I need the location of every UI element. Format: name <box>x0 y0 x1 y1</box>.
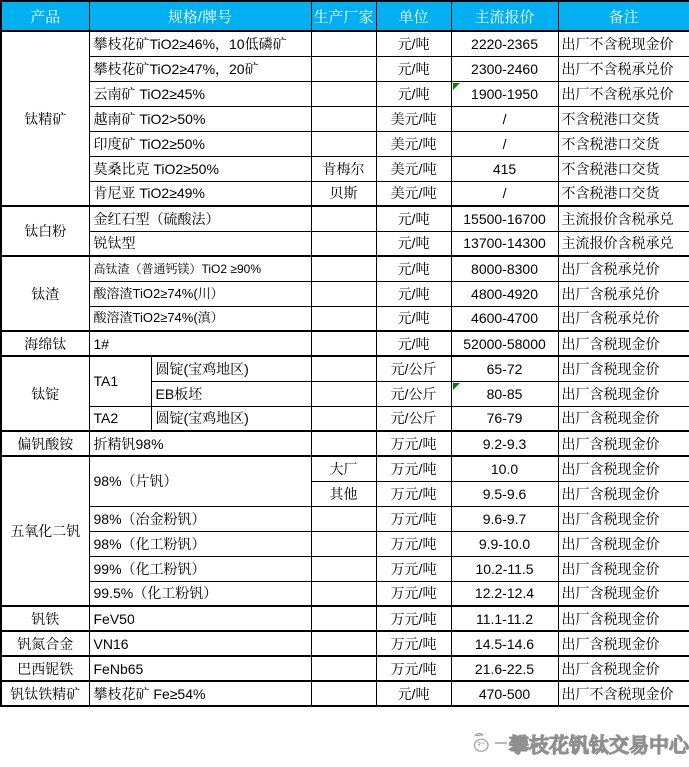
unit-cell: 万元/吨 <box>376 606 451 631</box>
note-cell: 出厂含税承兑价 <box>558 306 689 331</box>
spec-cell: 印度矿 TiO2≥50% <box>89 131 311 156</box>
price-cell: 52000-58000 <box>451 331 558 356</box>
unit-cell: 元/吨 <box>376 56 451 81</box>
unit-cell: 美元/吨 <box>376 156 451 181</box>
table-row <box>1 106 689 131</box>
table-row <box>1 606 689 631</box>
spec-cell: EB板坯 <box>151 381 311 406</box>
header-row <box>1 1 689 31</box>
unit-cell: 美元/吨 <box>376 106 451 131</box>
product-cell: 巴西铌铁 <box>1 656 89 681</box>
table-row <box>1 331 689 356</box>
table-row <box>1 531 689 556</box>
unit-cell: 万元/吨 <box>376 556 451 581</box>
manufacturer-cell <box>311 656 376 681</box>
manufacturer-cell <box>311 306 376 331</box>
spec-cell: 攀枝花矿 Fe≥54% <box>89 681 311 706</box>
note-cell: 出厂含税现金价 <box>558 656 689 681</box>
manufacturer-cell <box>311 606 376 631</box>
note-cell: 不含税港口交货 <box>558 131 689 156</box>
price-cell: 9.2-9.3 <box>451 431 558 456</box>
col-header-product: 产品 <box>1 1 89 31</box>
price-cell: / <box>451 106 558 131</box>
table-row <box>1 306 689 331</box>
col-header-spec: 规格/牌号 <box>89 1 311 31</box>
price-cell: 14.5-14.6 <box>451 631 558 656</box>
spec-cell: 98%（片钒） <box>89 456 311 506</box>
note-cell: 出厂不含税承兑价 <box>558 81 689 106</box>
manufacturer-cell <box>311 531 376 556</box>
unit-cell: 元/吨 <box>376 31 451 56</box>
price-cell: 10.2-11.5 <box>451 556 558 581</box>
price-cell: 21.6-22.5 <box>451 656 558 681</box>
table-row <box>1 81 689 106</box>
manufacturer-cell <box>311 431 376 456</box>
watermark-dash <box>495 742 507 744</box>
table-row <box>1 581 689 606</box>
unit-cell: 元/吨 <box>376 206 451 231</box>
unit-cell: 万元/吨 <box>376 656 451 681</box>
product-cell: 钒钛铁精矿 <box>1 681 89 706</box>
product-cell: 五氧化二钒 <box>1 456 89 606</box>
manufacturer-cell <box>311 206 376 231</box>
spec-cell: 酸溶渣TiO2≥74%(滇） <box>89 306 311 331</box>
manufacturer-cell: 贝斯 <box>311 181 376 206</box>
spec-cell: 攀枝花矿TiO2≥47%，20矿 <box>89 56 311 81</box>
spec-cell: 莫桑比克 TiO2≥50% <box>89 156 311 181</box>
price-cell: 9.6-9.7 <box>451 506 558 531</box>
note-cell: 出厂含税现金价 <box>558 581 689 606</box>
product-cell: 钒铁 <box>1 606 89 631</box>
spec-cell: 云南矿 TiO2≥45% <box>89 81 311 106</box>
table-row <box>1 556 689 581</box>
note-cell: 不含税港口交货 <box>558 181 689 206</box>
price-cell: 2300-2460 <box>451 56 558 81</box>
unit-cell: 元/吨 <box>376 681 451 706</box>
price-cell: 12.2-12.4 <box>451 581 558 606</box>
spec-cell: 折精钒98% <box>89 431 311 456</box>
price-cell: 15500-16700 <box>451 206 558 231</box>
unit-cell: 美元/吨 <box>376 131 451 156</box>
spec-cell: 圆锭(宝鸡地区) <box>151 406 311 431</box>
table-row <box>1 256 689 281</box>
manufacturer-cell <box>311 256 376 281</box>
table-row <box>1 56 689 81</box>
manufacturer-cell <box>311 231 376 256</box>
note-cell: 不含税港口交货 <box>558 106 689 131</box>
spec-cell: 锐钛型 <box>89 231 311 256</box>
table-row <box>1 656 689 681</box>
spec-cell: 金红石型（硫酸法） <box>89 206 311 231</box>
note-cell: 出厂含税现金价 <box>558 606 689 631</box>
table-row <box>1 181 689 206</box>
manufacturer-cell <box>311 581 376 606</box>
product-cell: 钛渣 <box>1 256 89 331</box>
unit-cell: 元/公斤 <box>376 381 451 406</box>
price-cell: 470-500 <box>451 681 558 706</box>
price-cell: 80-85 <box>451 381 558 406</box>
unit-cell: 万元/吨 <box>376 581 451 606</box>
price-cell: 4800-4920 <box>451 281 558 306</box>
unit-cell: 元/公斤 <box>376 406 451 431</box>
note-cell: 出厂不含税现金价 <box>558 31 689 56</box>
spec-cell: FeV50 <box>89 606 311 631</box>
table-row <box>1 356 689 381</box>
manufacturer-cell <box>311 131 376 156</box>
spec-cell: 1# <box>89 331 311 356</box>
note-cell: 出厂不含税承兑价 <box>558 56 689 81</box>
unit-cell: 万元/吨 <box>376 456 451 481</box>
manufacturer-cell <box>311 506 376 531</box>
price-cell: 65-72 <box>451 356 558 381</box>
note-cell: 出厂含税承兑价 <box>558 281 689 306</box>
unit-cell: 元/公斤 <box>376 356 451 381</box>
unit-cell: 元/吨 <box>376 281 451 306</box>
spec-cell: 越南矿 TiO2>50% <box>89 106 311 131</box>
spec-cell: 98%（化工粉钒） <box>89 531 311 556</box>
note-cell: 出厂含税承兑价 <box>558 256 689 281</box>
grade-cell: TA1 <box>89 356 151 406</box>
table-row <box>1 231 689 256</box>
manufacturer-cell <box>311 406 376 431</box>
note-cell: 出厂含税现金价 <box>558 481 689 506</box>
col-header-price: 主流报价 <box>451 1 558 31</box>
price-cell: / <box>451 181 558 206</box>
product-cell: 钛白粉 <box>1 206 89 256</box>
unit-cell: 万元/吨 <box>376 506 451 531</box>
price-cell: 415 <box>451 156 558 181</box>
product-cell: 海绵钛 <box>1 331 89 356</box>
spec-cell: 肯尼亚 TiO2≥49% <box>89 181 311 206</box>
grade-cell: TA2 <box>89 406 151 431</box>
price-cell: 10.0 <box>451 456 558 481</box>
table-row <box>1 131 689 156</box>
note-cell: 出厂含税现金价 <box>558 331 689 356</box>
watermark <box>470 722 689 764</box>
table-row <box>1 156 689 181</box>
note-cell: 主流报价含税承兑 <box>558 231 689 256</box>
watermark-text: 攀枝花钒钛交易中心 <box>509 734 689 757</box>
table-row <box>1 281 689 306</box>
price-cell: 2220-2365 <box>451 31 558 56</box>
table-row <box>1 456 689 481</box>
unit-cell: 万元/吨 <box>376 631 451 656</box>
unit-cell: 万元/吨 <box>376 481 451 506</box>
comment-marker-icon <box>453 83 460 90</box>
spec-cell: FeNb65 <box>89 656 311 681</box>
price-cell: 9.9-10.0 <box>451 531 558 556</box>
unit-cell: 元/吨 <box>376 331 451 356</box>
spec-cell: 99.5%（化工粉钒） <box>89 581 311 606</box>
manufacturer-cell: 肯梅尔 <box>311 156 376 181</box>
manufacturer-cell: 大厂 <box>311 456 376 481</box>
price-cell: 1900-1950 <box>451 81 558 106</box>
note-cell: 不含税港口交货 <box>558 156 689 181</box>
table-row <box>1 506 689 531</box>
table-row <box>1 206 689 231</box>
unit-cell: 元/吨 <box>376 306 451 331</box>
col-header-note: 备注 <box>558 1 689 31</box>
table-row <box>1 431 689 456</box>
unit-cell: 万元/吨 <box>376 431 451 456</box>
manufacturer-cell <box>311 56 376 81</box>
comment-marker-icon <box>453 383 460 390</box>
table-row <box>1 406 689 431</box>
spec-cell: 圆锭(宝鸡地区) <box>151 356 311 381</box>
manufacturer-cell <box>311 31 376 56</box>
spec-cell: VN16 <box>89 631 311 656</box>
note-cell: 出厂含税现金价 <box>558 406 689 431</box>
manufacturer-cell: 其他 <box>311 481 376 506</box>
manufacturer-cell <box>311 681 376 706</box>
note-cell: 出厂含税现金价 <box>558 556 689 581</box>
col-header-unit: 单位 <box>376 1 451 31</box>
note-cell: 出厂含税现金价 <box>558 431 689 456</box>
manufacturer-cell <box>311 556 376 581</box>
note-cell: 出厂含税现金价 <box>558 356 689 381</box>
table-row <box>1 681 689 706</box>
note-cell: 出厂含税现金价 <box>558 456 689 481</box>
spec-cell: 高钛渣（普通钙镁）TiO2 ≥90% <box>89 256 311 281</box>
unit-cell: 万元/吨 <box>376 531 451 556</box>
price-cell: 8000-8300 <box>451 256 558 281</box>
price-cell: 11.1-11.2 <box>451 606 558 631</box>
table-row <box>1 31 689 56</box>
spec-cell: 98%（冶金粉钒） <box>89 506 311 531</box>
product-cell: 钛精矿 <box>1 31 89 206</box>
manufacturer-cell <box>311 631 376 656</box>
exchange-logo-icon <box>470 727 494 759</box>
product-cell: 偏钒酸铵 <box>1 431 89 456</box>
note-cell: 出厂含税现金价 <box>558 631 689 656</box>
col-header-manufacturer: 生产厂家 <box>311 1 376 31</box>
unit-cell: 美元/吨 <box>376 181 451 206</box>
price-cell: 4600-4700 <box>451 306 558 331</box>
unit-cell: 元/吨 <box>376 256 451 281</box>
manufacturer-cell <box>311 281 376 306</box>
manufacturer-cell <box>311 106 376 131</box>
spec-cell: 99%（化工粉钒） <box>89 556 311 581</box>
manufacturer-cell <box>311 356 376 381</box>
note-cell: 主流报价含税承兑 <box>558 206 689 231</box>
note-cell: 出厂不含税现金价 <box>558 681 689 706</box>
manufacturer-cell <box>311 381 376 406</box>
spec-cell: 攀枝花矿TiO2≥46%，10低磷矿 <box>89 31 311 56</box>
price-cell: / <box>451 131 558 156</box>
unit-cell: 元/吨 <box>376 231 451 256</box>
unit-cell: 元/吨 <box>376 81 451 106</box>
product-cell: 钛锭 <box>1 356 89 431</box>
manufacturer-cell <box>311 81 376 106</box>
note-cell: 出厂含税现金价 <box>558 531 689 556</box>
note-cell: 出厂含税现金价 <box>558 506 689 531</box>
price-cell: 76-79 <box>451 406 558 431</box>
price-cell: 13700-14300 <box>451 231 558 256</box>
price-cell: 9.5-9.6 <box>451 481 558 506</box>
product-cell: 钒氮合金 <box>1 631 89 656</box>
note-cell: 出厂含税现金价 <box>558 381 689 406</box>
spec-cell: 酸溶渣TiO2≥74%(川） <box>89 281 311 306</box>
manufacturer-cell <box>311 331 376 356</box>
table-row <box>1 631 689 656</box>
